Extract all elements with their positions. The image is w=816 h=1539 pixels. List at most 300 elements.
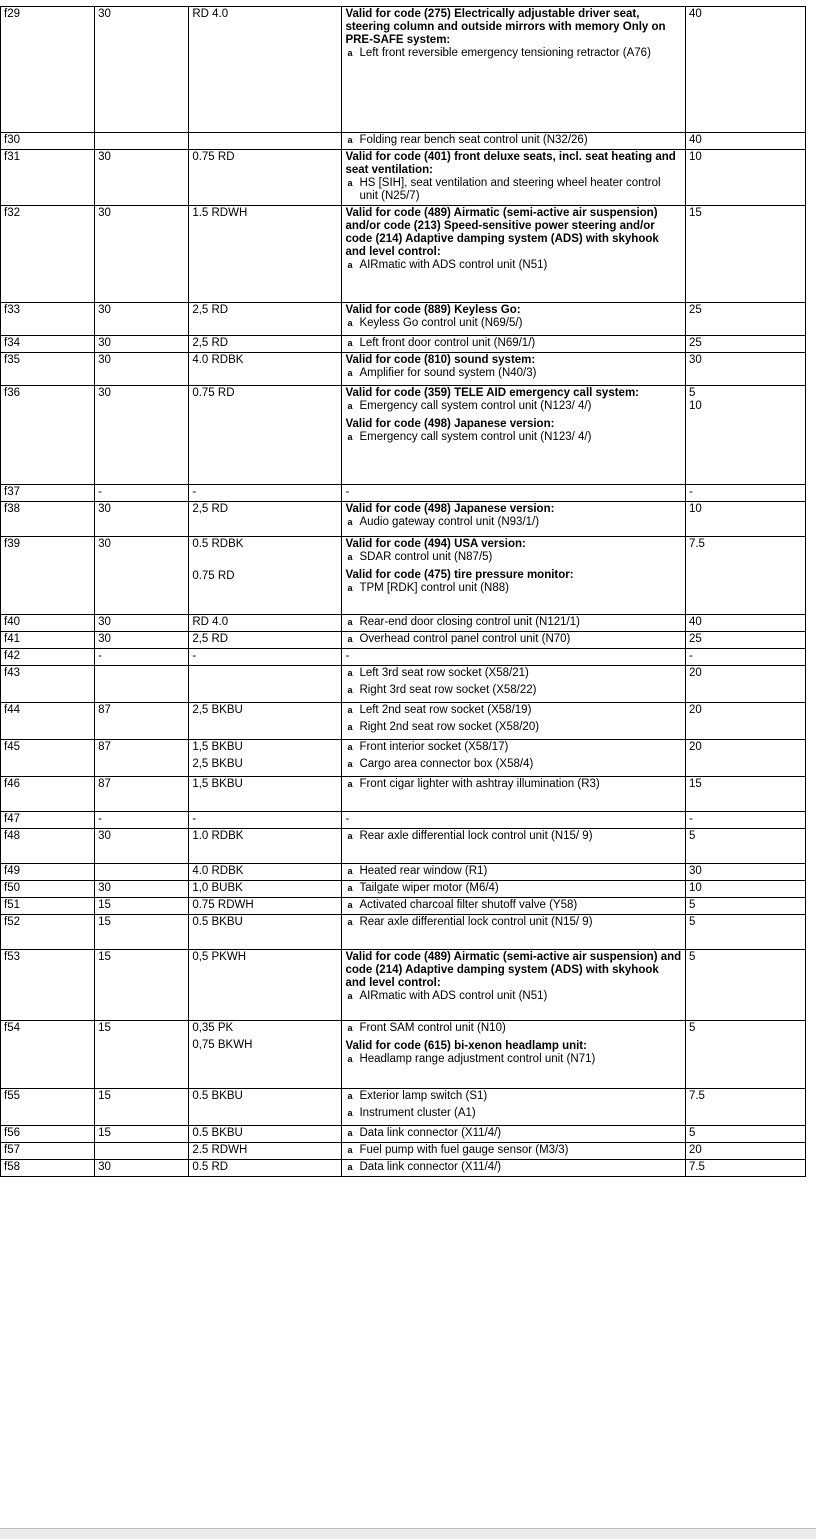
fuse-amperage: 5: [688, 1127, 696, 1139]
bullet-icon: a: [347, 338, 353, 348]
fuse-row-f57: [1, 1143, 806, 1160]
fuse-amperage: 5: [688, 1022, 696, 1034]
circuit-block: [345, 1127, 682, 1140]
consumer-item: [345, 47, 682, 60]
wire-spec: 0.75 RD: [192, 151, 235, 163]
fuse-rating-cell: [685, 537, 805, 615]
fuse-amperage: 10: [688, 151, 702, 163]
consumer-label: Fuel pump with fuel gauge sensor (M3/3): [359, 1144, 569, 1156]
wire-spec: 0.75 RD: [192, 387, 235, 399]
bullet-icon: a: [347, 401, 353, 411]
fuse-amperage: 25: [688, 337, 702, 349]
wire-spec: 2.5 RDWH: [192, 1144, 248, 1156]
fuse-number: f58: [4, 1161, 20, 1173]
circuit-block: [345, 486, 682, 499]
fuse-rating-cell: [685, 615, 805, 632]
terminal-cell: [95, 1089, 189, 1126]
consumer-item: [345, 704, 682, 717]
fuse-number: f57: [4, 1144, 20, 1156]
terminal-value: -: [98, 486, 102, 498]
consumer-item: [345, 830, 682, 843]
fuse-rating-cell: [685, 150, 805, 206]
terminal-cell: [95, 133, 189, 150]
circuit-block: [345, 633, 682, 646]
wire-cell: [189, 1089, 342, 1126]
terminal-cell: [95, 864, 189, 881]
consumer-item: [345, 616, 682, 629]
consumer-label: Activated charcoal filter shutoff valve (Y58): [359, 899, 578, 911]
bullet-icon: a: [347, 48, 353, 58]
consumer-label: Front interior socket (X58/17): [359, 741, 509, 753]
terminal-value: 30: [98, 387, 111, 399]
consumer-item: [345, 1022, 682, 1035]
wire-cell: [189, 206, 342, 303]
wire-spec: 0,75 BKWH: [192, 1039, 253, 1051]
circuit-description-cell: [342, 777, 686, 812]
wire-cell: [189, 740, 342, 777]
wire-cell: [189, 950, 342, 1021]
fuse-amperage: 10: [688, 882, 702, 894]
fuse-amperage: 5: [688, 830, 696, 842]
circuit-description-cell: [342, 537, 686, 615]
wire-spec: 2,5 BKBU: [192, 758, 243, 770]
consumer-label: Rear axle differential lock control unit (N15/ 9): [359, 830, 593, 842]
fuse-number-cell: [1, 812, 95, 829]
circuit-description-cell: [342, 632, 686, 649]
fuse-number-cell: [1, 632, 95, 649]
consumer-item: [345, 684, 682, 697]
consumer-label: Rear axle differential lock control unit (N15/ 9): [359, 916, 593, 928]
consumer-label: Left 3rd seat row socket (X58/21): [359, 667, 529, 679]
circuit-block: [345, 667, 682, 697]
condition-heading: Valid for code (810) sound system:: [345, 354, 536, 366]
consumer-label: Left front door control unit (N69/1/): [359, 337, 536, 349]
bullet-icon: a: [347, 1023, 353, 1033]
wire-cell: [189, 336, 342, 353]
fuse-row-f52: [1, 915, 806, 950]
circuit-description-cell: [342, 1021, 686, 1089]
circuit-description-cell: [342, 1089, 686, 1126]
consumer-label: Folding rear bench seat control unit (N32/26): [359, 134, 588, 146]
fuse-number-cell: [1, 881, 95, 898]
fuse-row-f54: [1, 1021, 806, 1089]
fuse-row-f32: [1, 206, 806, 303]
fuse-amperage: 40: [688, 616, 702, 628]
circuit-block: [345, 778, 682, 791]
page-bottom-edge: [0, 1528, 816, 1539]
circuit-description-cell: [342, 1126, 686, 1143]
consumer-label: Rear-end door closing control unit (N121/1): [359, 616, 580, 628]
fuse-amperage: 20: [688, 1144, 702, 1156]
wire-cell: [189, 1126, 342, 1143]
wire-spec: 4.0 RDBK: [192, 865, 244, 877]
condition-heading: Valid for code (498) Japanese version:: [345, 418, 555, 430]
circuit-description-cell: [342, 666, 686, 703]
bullet-icon: a: [347, 759, 353, 769]
fuse-number-cell: [1, 898, 95, 915]
consumer-item: [345, 1161, 682, 1174]
fuse-number: f40: [4, 616, 20, 628]
fuse-row-f53: [1, 950, 806, 1021]
circuit-block: [345, 830, 682, 843]
fuse-rating-cell: [685, 1089, 805, 1126]
circuit-block: [345, 569, 682, 595]
circuit-description-cell: [342, 915, 686, 950]
consumer-label: Keyless Go control unit (N69/5/): [359, 317, 523, 329]
fuse-rating-cell: [685, 915, 805, 950]
circuit-description-cell: [342, 485, 686, 502]
wire-cell: [189, 502, 342, 537]
bullet-icon: a: [347, 722, 353, 732]
consumer-label: Data link connector (X11/4/): [359, 1127, 502, 1139]
fuse-rating-cell: [685, 950, 805, 1021]
wire-cell: [189, 133, 342, 150]
wire-spec: 4.0 RDBK: [192, 354, 244, 366]
fuse-number: f29: [4, 8, 20, 20]
fuse-number: f36: [4, 387, 20, 399]
fuse-row-f35: [1, 353, 806, 386]
fuse-rating-cell: [685, 1021, 805, 1089]
wire-spec: 0,5 PKWH: [192, 951, 246, 963]
fuse-rating-cell: [685, 1143, 805, 1160]
fuse-number-cell: [1, 133, 95, 150]
terminal-value: 30: [98, 337, 111, 349]
wire-cell: [189, 777, 342, 812]
bullet-icon: a: [347, 883, 353, 893]
fuse-rating-cell: [685, 898, 805, 915]
bullet-icon: a: [347, 517, 353, 527]
fuse-rating-cell: [685, 303, 805, 336]
fuse-number-cell: [1, 777, 95, 812]
consumer-item: [345, 551, 682, 564]
fuse-rating-cell: [685, 740, 805, 777]
wire-spec: 2,5 RD: [192, 633, 229, 645]
wire-spec: 0.5 RD: [192, 1161, 229, 1173]
fuse-number-cell: [1, 1089, 95, 1126]
circuit-block: [345, 1090, 682, 1120]
bullet-icon: a: [347, 634, 353, 644]
fuse-number-cell: [1, 386, 95, 485]
fuse-amperage: 7.5: [688, 1161, 705, 1173]
consumer-label: TPM [RDK] control unit (N88): [359, 582, 509, 594]
terminal-value: -: [98, 813, 102, 825]
wire-spec: 0.5 RDBK: [192, 538, 244, 550]
consumer-item: [345, 1090, 682, 1103]
fuse-row-f49: [1, 864, 806, 881]
consumer-label: Tailgate wiper motor (M6/4): [359, 882, 499, 894]
circuit-block: [345, 207, 682, 272]
terminal-cell: [95, 1126, 189, 1143]
fuse-amperage: 5: [688, 916, 696, 928]
fuse-number-cell: [1, 7, 95, 133]
condition-heading: Valid for code (489) Airmatic (semi-active air suspension) and/or code (213) Speed-sensitive power steering and/or code (214) Adaptive damping system (ADS) with skyhook and level control:: [345, 207, 659, 258]
consumer-item: [345, 400, 682, 413]
fuse-number: f41: [4, 633, 20, 645]
terminal-value: 30: [98, 830, 111, 842]
bullet-icon: a: [347, 991, 353, 1001]
consumer-item: [345, 667, 682, 680]
consumer-label: AIRmatic with ADS control unit (N51): [359, 990, 548, 1002]
fuse-number: f35: [4, 354, 20, 366]
fuse-row-f37: [1, 485, 806, 502]
consumer-label: Left 2nd seat row socket (X58/19): [359, 704, 532, 716]
fuse-amperage: 25: [688, 633, 702, 645]
wire-spec: RD 4.0: [192, 8, 229, 20]
fuse-row-f43: [1, 666, 806, 703]
terminal-cell: [95, 1160, 189, 1177]
consumer-item: [345, 367, 682, 380]
terminal-cell: [95, 915, 189, 950]
terminal-value: 30: [98, 633, 111, 645]
circuit-block: [345, 916, 682, 929]
circuit-description-cell: [342, 864, 686, 881]
fuse-number: f45: [4, 741, 20, 753]
fuse-number-cell: [1, 336, 95, 353]
bullet-icon: a: [347, 685, 353, 695]
fuse-number: f49: [4, 865, 20, 877]
terminal-value: 87: [98, 741, 111, 753]
circuit-description-cell: [342, 206, 686, 303]
consumer-item: [345, 633, 682, 646]
fuse-number: f33: [4, 304, 20, 316]
consumer-item: [345, 259, 682, 272]
terminal-cell: [95, 353, 189, 386]
consumer-item: [345, 134, 682, 147]
wire-cell: [189, 649, 342, 666]
bullet-icon: a: [347, 1162, 353, 1172]
circuit-block: [345, 387, 682, 413]
fuse-rating-cell: [685, 502, 805, 537]
wire-spec: 2,5 BKBU: [192, 704, 243, 716]
fuse-row-f40: [1, 615, 806, 632]
terminal-cell: [95, 303, 189, 336]
fuse-number-cell: [1, 1126, 95, 1143]
circuit-description-cell: [342, 881, 686, 898]
fuse-row-f30: [1, 133, 806, 150]
wire-spec: 1,0 BUBK: [192, 882, 243, 894]
wire-cell: [189, 864, 342, 881]
fuse-number: f38: [4, 503, 20, 515]
circuit-block: [345, 304, 682, 330]
wire-cell: [189, 150, 342, 206]
terminal-cell: [95, 485, 189, 502]
fuse-amperage: -: [688, 486, 693, 498]
fuse-number-cell: [1, 864, 95, 881]
terminal-cell: [95, 950, 189, 1021]
terminal-value: 15: [98, 1090, 111, 1102]
consumer-item: [345, 758, 682, 771]
fuse-number-cell: [1, 502, 95, 537]
circuit-block: [345, 151, 682, 203]
terminal-cell: [95, 615, 189, 632]
terminal-value: 30: [98, 882, 111, 894]
bullet-icon: a: [347, 178, 353, 188]
circuit-block: [345, 813, 682, 826]
fuse-row-f36: [1, 386, 806, 485]
bullet-icon: a: [347, 668, 353, 678]
terminal-value: -: [98, 650, 102, 662]
fuse-number: f37: [4, 486, 20, 498]
terminal-value: 15: [98, 1127, 111, 1139]
wire-spec: 0,35 PK: [192, 1022, 234, 1034]
bullet-icon: a: [347, 1091, 353, 1101]
consumer-label: SDAR control unit (N87/5): [359, 551, 493, 563]
bullet-icon: a: [347, 318, 353, 328]
wire-spec: 1.5 RDWH: [192, 207, 248, 219]
terminal-cell: [95, 206, 189, 303]
fuse-number-cell: [1, 615, 95, 632]
terminal-value: 30: [98, 354, 111, 366]
circuit-description-cell: [342, 950, 686, 1021]
wire-cell: [189, 666, 342, 703]
terminal-cell: [95, 386, 189, 485]
fuse-rating-cell: [685, 703, 805, 740]
fuse-rating-cell: [685, 353, 805, 386]
wire-spec: -: [192, 813, 197, 825]
condition-heading: Valid for code (475) tire pressure monitor:: [345, 569, 574, 581]
circuit-description-cell: [342, 336, 686, 353]
wire-cell: [189, 1021, 342, 1089]
bullet-icon: a: [347, 583, 353, 593]
consumer-item: [345, 865, 682, 878]
condition-heading: Valid for code (401) front deluxe seats, incl. seat heating and seat ventilation:: [345, 151, 676, 176]
wire-cell: [189, 1160, 342, 1177]
terminal-value: 87: [98, 704, 111, 716]
terminal-cell: [95, 336, 189, 353]
terminal-value: 15: [98, 916, 111, 928]
fuse-number: f42: [4, 650, 20, 662]
bullet-icon: a: [347, 135, 353, 145]
fuse-row-f48: [1, 829, 806, 864]
fuse-number: f30: [4, 134, 20, 146]
consumer-item: [345, 778, 682, 791]
fuse-row-f39: [1, 537, 806, 615]
fuse-amperage: -: [688, 650, 693, 662]
wire-spec: 2,5 RD: [192, 304, 229, 316]
terminal-value: 30: [98, 1161, 111, 1173]
terminal-cell: [95, 812, 189, 829]
fuse-rating-cell: [685, 386, 805, 485]
bullet-icon: a: [347, 552, 353, 562]
fuse-rating-cell: [685, 485, 805, 502]
circuit-description-cell: [342, 150, 686, 206]
bullet-icon: a: [347, 866, 353, 876]
circuit-block: [345, 337, 682, 350]
terminal-value: 30: [98, 616, 111, 628]
fuse-number: f31: [4, 151, 20, 163]
bullet-icon: a: [347, 779, 353, 789]
fuse-number-cell: [1, 353, 95, 386]
terminal-value: 30: [98, 538, 111, 550]
fuse-number-cell: [1, 740, 95, 777]
wire-cell: [189, 303, 342, 336]
fuse-row-f47: [1, 812, 806, 829]
fuse-amperage: 20: [688, 704, 702, 716]
fuse-number-cell: [1, 829, 95, 864]
fuse-amperage: 25: [688, 304, 702, 316]
fuse-row-f50: [1, 881, 806, 898]
consumer-label: Left front reversible emergency tensioning retractor (A76): [359, 47, 651, 59]
consumer-item: [345, 721, 682, 734]
fuse-rating-cell: [685, 812, 805, 829]
consumer-item: [345, 516, 682, 529]
fuse-amperage: 15: [688, 207, 702, 219]
circuit-description-cell: [342, 133, 686, 150]
consumer-item: [345, 431, 682, 444]
fuse-rating-cell: [685, 133, 805, 150]
consumer-item: [345, 582, 682, 595]
fuse-amperage: 5: [688, 387, 696, 399]
circuit-description-cell: [342, 703, 686, 740]
fuse-amperage: 10: [688, 400, 702, 412]
terminal-cell: [95, 740, 189, 777]
circuit-block: [345, 418, 682, 444]
consumer-label: Instrument cluster (A1): [359, 1107, 476, 1119]
fuse-number: f56: [4, 1127, 20, 1139]
wire-cell: [189, 915, 342, 950]
circuit-block: [345, 503, 682, 529]
fuse-rating-cell: [685, 7, 805, 133]
consumer-label: Right 2nd seat row socket (X58/20): [359, 721, 540, 733]
consumer-item: [345, 990, 682, 1003]
wire-spec: 0.5 BKBU: [192, 916, 243, 928]
terminal-cell: [95, 1143, 189, 1160]
consumer-item: [345, 916, 682, 929]
wire-spec: 1,5 BKBU: [192, 741, 243, 753]
fuse-number: f51: [4, 899, 20, 911]
terminal-value: 15: [98, 1022, 111, 1034]
fuse-rating-cell: [685, 649, 805, 666]
fuse-number: f55: [4, 1090, 20, 1102]
fuse-number-cell: [1, 1021, 95, 1089]
fuse-rating-cell: [685, 864, 805, 881]
fuse-amperage: 7.5: [688, 538, 705, 550]
fuse-number-cell: [1, 666, 95, 703]
terminal-value: 30: [98, 207, 111, 219]
consumer-item: [345, 1127, 682, 1140]
wire-spec: -: [192, 486, 197, 498]
fuse-rating-cell: [685, 206, 805, 303]
circuit-description-cell: [342, 898, 686, 915]
bullet-icon: a: [347, 900, 353, 910]
fuse-rating-cell: [685, 632, 805, 649]
terminal-cell: [95, 502, 189, 537]
fuse-number: f54: [4, 1022, 20, 1034]
fuse-amperage: 5: [688, 951, 696, 963]
circuit-description-cell: [342, 615, 686, 632]
bullet-icon: a: [347, 432, 353, 442]
bullet-icon: a: [347, 1128, 353, 1138]
bullet-icon: a: [347, 705, 353, 715]
condition-heading: Valid for code (498) Japanese version:: [345, 503, 555, 515]
bullet-icon: a: [347, 831, 353, 841]
circuit-block: [345, 1161, 682, 1174]
consumer-label: Front cigar lighter with ashtray illumination (R3): [359, 778, 600, 790]
fuse-number: f52: [4, 916, 20, 928]
consumer-label: Emergency call system control unit (N123/ 4/): [359, 431, 592, 443]
circuit-block: [345, 704, 682, 734]
bullet-icon: a: [347, 617, 353, 627]
terminal-cell: [95, 703, 189, 740]
fuse-rating-cell: [685, 1126, 805, 1143]
consumer-item: [345, 1144, 682, 1157]
circuit-block: [345, 882, 682, 895]
circuit-description-cell: [342, 353, 686, 386]
circuit-block: [345, 865, 682, 878]
wire-spec: 1.0 RDBK: [192, 830, 244, 842]
fuse-row-f46: [1, 777, 806, 812]
consumer-item: [345, 1107, 682, 1120]
